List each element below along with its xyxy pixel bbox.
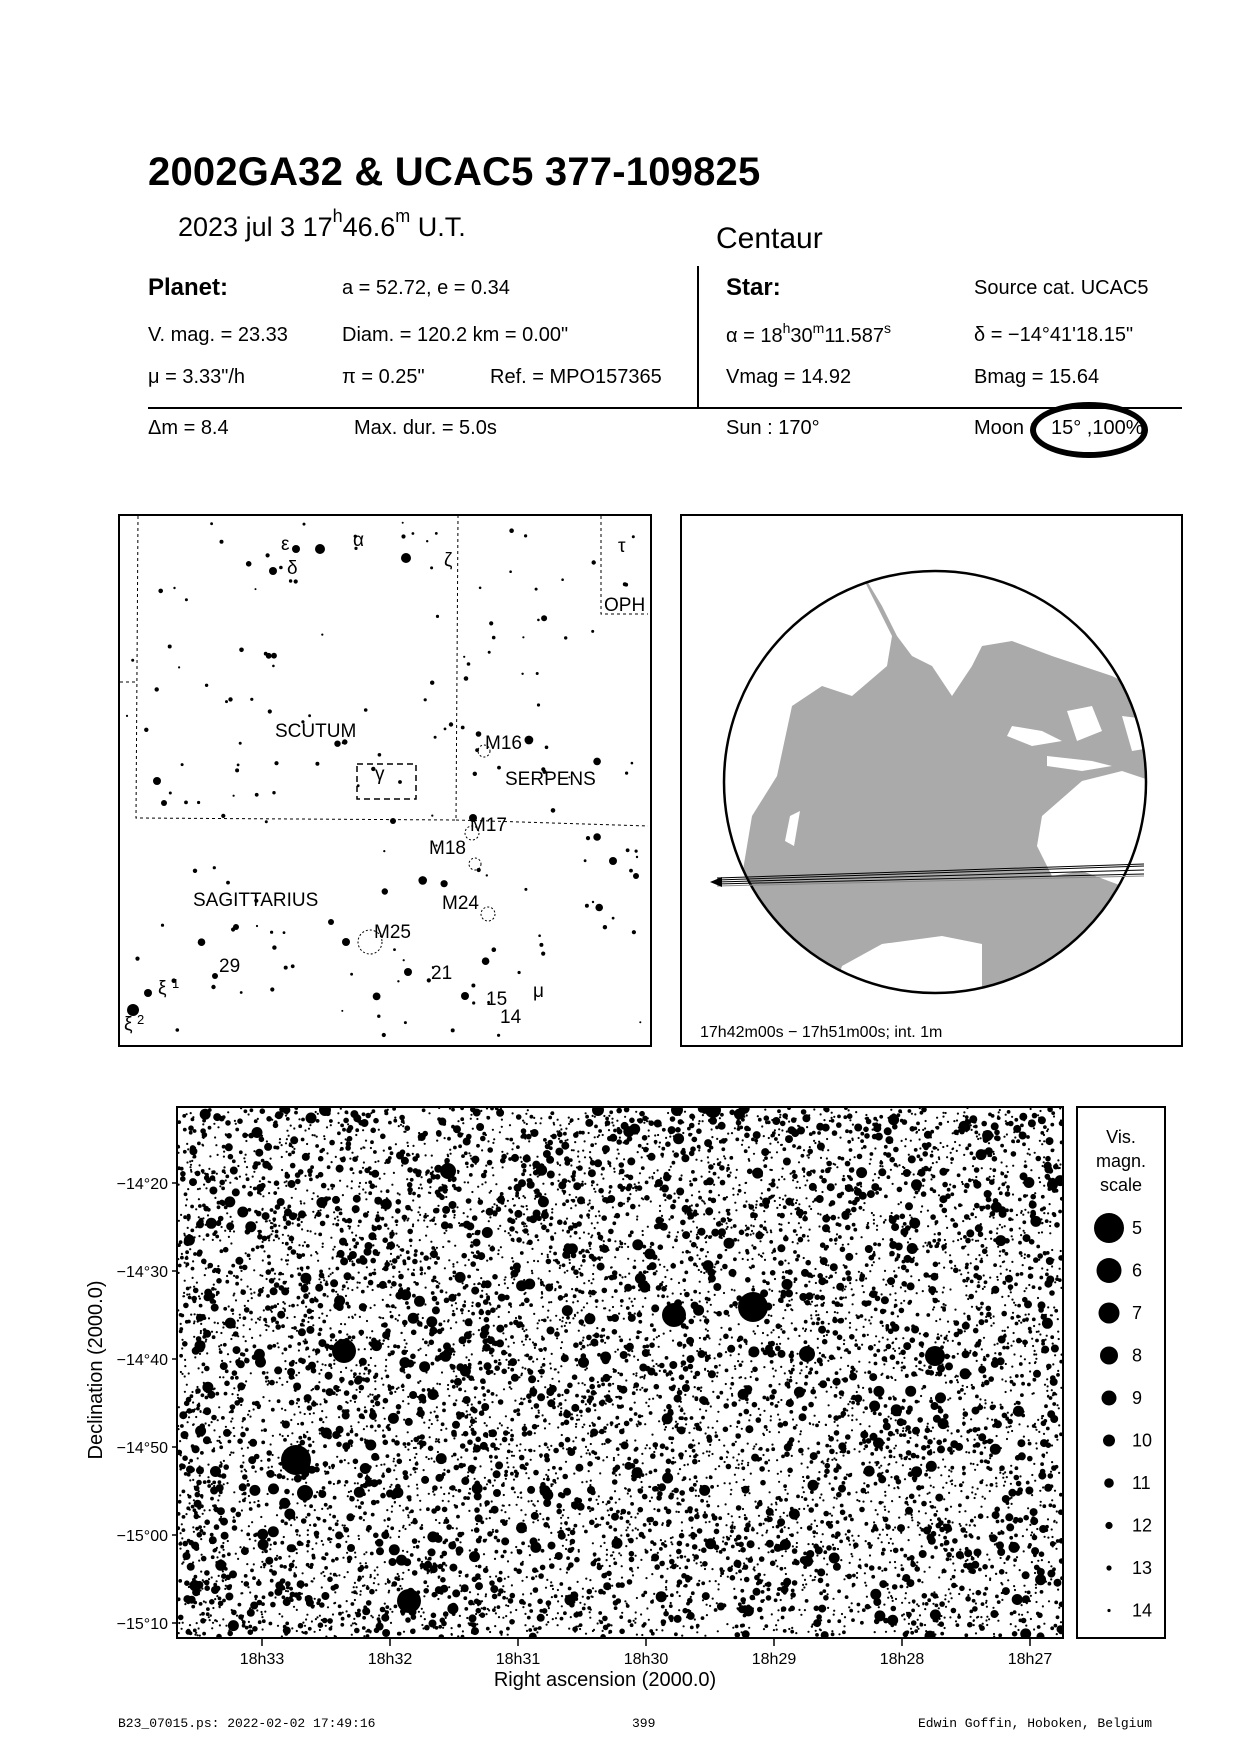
finder-star	[492, 947, 497, 952]
finder-star	[537, 703, 540, 706]
finder-star	[639, 1021, 641, 1023]
finder-star	[401, 534, 405, 538]
finder-star	[364, 708, 368, 712]
finder-star	[239, 648, 244, 653]
label-21: 21	[431, 963, 453, 984]
label-alpha: α	[353, 530, 364, 551]
finder-star	[467, 662, 471, 666]
finder-star	[623, 582, 627, 586]
finder-star	[168, 645, 172, 649]
finder-star	[240, 991, 243, 994]
label-sagittarius: SAGITTARIUS	[193, 890, 319, 911]
finder-star	[612, 917, 615, 920]
finder-star	[404, 968, 412, 976]
finder-star	[292, 545, 300, 553]
target-box	[357, 764, 416, 799]
finder-star	[265, 820, 268, 823]
finder-star	[431, 815, 433, 817]
finder-star	[390, 818, 396, 824]
finder-star	[473, 772, 477, 776]
finder-star	[479, 587, 482, 590]
finder-star	[184, 801, 188, 805]
planet-motion: μ = 3.33"/h	[148, 366, 246, 388]
finder-star	[551, 808, 556, 813]
finder-star	[625, 772, 628, 775]
finder-star	[197, 801, 200, 804]
finder-star	[181, 763, 184, 766]
finder-star	[268, 709, 272, 713]
finder-star	[626, 848, 630, 852]
label-scutum: SCUTUM	[275, 721, 357, 742]
finder-star	[518, 971, 521, 974]
event-datetime: 2023 jul 3 17$^h$46.6$^m$ U.T.	[178, 206, 466, 242]
finder-chart	[118, 514, 652, 1047]
path-direction-arrow	[710, 877, 722, 887]
planet-reference: Ref. = MPO157365	[490, 366, 662, 388]
globe-time-caption: 17h42m00s − 17h51m00s; int. 1m	[700, 1024, 943, 1041]
finder-star	[592, 901, 594, 903]
finder-star	[424, 698, 427, 701]
finder-star	[233, 795, 235, 797]
label-xi1-index: 1	[172, 976, 180, 991]
finder-star	[541, 952, 545, 956]
finder-star	[632, 535, 635, 538]
max-duration: Max. dur. = 5.0s	[354, 417, 497, 439]
finder-star	[382, 1033, 386, 1037]
finder-star	[383, 850, 385, 852]
finder-star	[633, 873, 639, 879]
finder-star	[272, 665, 275, 668]
finder-star	[235, 768, 239, 772]
label-xi1: ξ	[158, 978, 167, 999]
finder-star	[430, 566, 433, 569]
finder-star	[584, 859, 587, 862]
moon-label: Moon :	[974, 417, 1036, 439]
finder-star	[441, 880, 448, 887]
finder-star	[272, 945, 276, 949]
finder-star	[636, 856, 638, 858]
finder-star	[256, 925, 258, 927]
finder-star	[486, 874, 488, 876]
finder-star	[461, 992, 469, 1000]
finder-star	[536, 672, 539, 675]
finder-star	[382, 888, 388, 894]
finder-star	[226, 881, 230, 885]
finder-star	[246, 561, 252, 567]
finder-star	[198, 938, 206, 946]
star-source-catalog: Source cat. UCAC5	[974, 277, 1149, 299]
finder-star	[228, 697, 232, 701]
label-tau: τ	[618, 536, 626, 557]
finder-star	[509, 528, 514, 533]
finder-star	[291, 964, 295, 968]
finder-star	[539, 943, 543, 947]
finder-star	[489, 621, 493, 625]
finder-star	[461, 726, 465, 730]
finder-star	[393, 948, 396, 951]
finder-star	[284, 966, 288, 970]
finder-star	[378, 753, 382, 757]
finder-star	[541, 615, 547, 621]
planet-parallax: π = 0.25"	[342, 366, 425, 388]
planet-vmag: V. mag. = 23.33	[148, 324, 288, 346]
finder-star	[632, 930, 636, 934]
finder-star	[220, 540, 224, 544]
header-rule	[148, 407, 1182, 409]
moon-highlight-ellipse	[1030, 402, 1148, 458]
finder-star	[412, 532, 415, 535]
finder-star	[436, 615, 439, 618]
finder-star	[471, 984, 475, 988]
finder-star	[593, 833, 601, 841]
finder-star	[585, 904, 589, 908]
label-m25: M25	[374, 922, 411, 943]
star-right-ascension: $\alpha = 18^h30^m11.587^s$	[726, 320, 892, 347]
label-m18: M18	[429, 838, 466, 859]
finder-star	[173, 587, 175, 589]
finder-star	[328, 919, 334, 925]
finder-star	[131, 659, 134, 662]
sun-elongation: Sun : 170°	[726, 417, 820, 439]
label-mu: μ	[533, 981, 544, 1002]
finder-star	[525, 736, 534, 745]
label-14: 14	[500, 1007, 522, 1028]
label-m17: M17	[470, 815, 507, 836]
finder-star	[464, 676, 469, 681]
finder-star	[274, 761, 278, 765]
finder-star	[155, 687, 159, 691]
finder-star	[225, 700, 228, 703]
planet-heading: Planet:	[148, 274, 229, 301]
finder-star	[444, 728, 447, 731]
finder-star	[591, 630, 594, 633]
label-29: 29	[219, 956, 241, 977]
label-xi2: ξ	[124, 1014, 133, 1035]
finder-star	[211, 985, 215, 989]
finder-star	[472, 1001, 475, 1004]
finder-star	[126, 715, 128, 717]
delta-magnitude: Δm = 8.4	[148, 417, 229, 439]
finder-star	[269, 567, 277, 575]
star-heading: Star:	[726, 274, 781, 301]
finder-star	[169, 792, 172, 795]
finder-star	[397, 980, 399, 982]
label-gamma: γ	[375, 764, 385, 785]
label-m16: M16	[485, 733, 522, 754]
finder-star	[341, 1010, 343, 1012]
finder-star	[144, 728, 148, 732]
finder-star	[210, 522, 213, 525]
label-15: 15	[486, 989, 508, 1010]
finder-star	[631, 762, 634, 765]
finder-star	[283, 931, 286, 934]
finder-star	[592, 560, 596, 564]
finder-star	[404, 1021, 407, 1024]
star-bmag: Bmag = 15.64	[974, 366, 1100, 388]
moon-value: 15° ,100%	[1051, 417, 1144, 439]
finder-star	[279, 566, 283, 570]
finder-star	[586, 836, 590, 840]
finder-star	[255, 588, 257, 590]
finder-star	[635, 850, 638, 853]
finder-star	[161, 924, 164, 927]
finder-star	[538, 934, 541, 937]
column-divider	[697, 266, 699, 407]
finder-star	[294, 579, 298, 583]
event-title: 2002GA32 & UCAC5 377-109825	[148, 150, 761, 194]
planet-diameter: Diam. = 120.2 km = 0.00"	[342, 324, 569, 346]
object-type: Centaur	[716, 222, 823, 255]
finder-star	[488, 651, 491, 654]
globe-panel	[680, 514, 1183, 1047]
finder-star	[524, 888, 527, 891]
finder-star	[449, 722, 453, 726]
finder-star	[426, 540, 428, 542]
finder-star	[158, 589, 163, 594]
finder-star	[561, 578, 564, 581]
finder-star	[255, 793, 259, 797]
cluster-m18-symbol	[469, 858, 481, 870]
finder-star	[463, 656, 465, 658]
label-m24: M24	[442, 893, 479, 914]
label-xi2-index: 2	[137, 1012, 145, 1027]
label-serpens: SERPENS	[505, 769, 596, 790]
finder-star	[524, 534, 527, 537]
finder-star	[289, 579, 292, 582]
finder-star	[497, 1034, 500, 1037]
finder-star	[161, 800, 167, 806]
finder-star	[144, 989, 152, 997]
finder-star	[430, 681, 434, 685]
finder-star	[308, 714, 311, 717]
finder-star	[205, 684, 208, 687]
finder-star	[315, 762, 319, 766]
finder-star	[178, 666, 180, 668]
finder-star	[545, 746, 549, 750]
finder-star	[270, 987, 274, 991]
star-vmag: Vmag = 14.92	[726, 366, 852, 388]
finder-star	[403, 959, 405, 961]
finder-star	[231, 927, 235, 931]
finder-star	[350, 973, 353, 976]
finder-star	[237, 764, 240, 767]
label-zeta: ζ	[444, 550, 453, 571]
finder-star	[212, 973, 218, 979]
finder-star	[271, 653, 277, 659]
finder-star	[593, 758, 601, 766]
finder-star	[401, 553, 411, 563]
finder-star	[482, 957, 490, 965]
finder-star	[185, 598, 188, 601]
finder-star	[266, 553, 270, 557]
label-oph: OPH	[604, 595, 646, 616]
finder-star	[398, 780, 402, 784]
finder-star	[303, 523, 306, 526]
label-epsilon: ε	[281, 534, 290, 555]
finder-star	[521, 673, 523, 675]
finder-star	[377, 1015, 380, 1018]
finder-star	[435, 532, 438, 535]
finder-star	[564, 636, 567, 639]
finder-star	[418, 876, 427, 885]
finder-star	[373, 993, 381, 1001]
finder-star	[509, 570, 512, 573]
finder-star	[193, 869, 197, 873]
finder-star	[270, 931, 273, 934]
finder-star	[629, 869, 633, 873]
finder-star	[321, 634, 323, 636]
finder-star	[492, 636, 496, 640]
planet-orbit: a = 52.72, e = 0.34	[342, 277, 510, 299]
finder-star	[434, 736, 437, 739]
finder-star	[272, 791, 275, 794]
finder-star	[497, 766, 501, 770]
finder-star	[595, 904, 603, 912]
finder-star	[250, 698, 253, 701]
finder-star	[153, 777, 161, 785]
finder-star	[342, 938, 350, 946]
finder-star	[476, 731, 482, 737]
finder-star	[603, 925, 607, 929]
finder-star	[176, 1028, 180, 1032]
finder-star	[213, 866, 216, 869]
finder-star	[609, 857, 617, 865]
finder-star	[451, 1028, 455, 1032]
finder-star	[357, 784, 360, 787]
finder-star	[264, 652, 268, 656]
finder-star	[402, 522, 404, 524]
star-declination: δ = −14°41'18.15"	[974, 324, 1134, 346]
finder-star	[239, 742, 242, 745]
finder-star	[135, 957, 139, 961]
finder-star	[221, 814, 225, 818]
finder-star	[315, 544, 325, 554]
cluster-m24-symbol	[481, 907, 495, 921]
finder-star	[537, 619, 540, 622]
label-delta: δ	[287, 558, 298, 579]
finder-star	[535, 588, 538, 591]
finder-star	[522, 636, 524, 638]
